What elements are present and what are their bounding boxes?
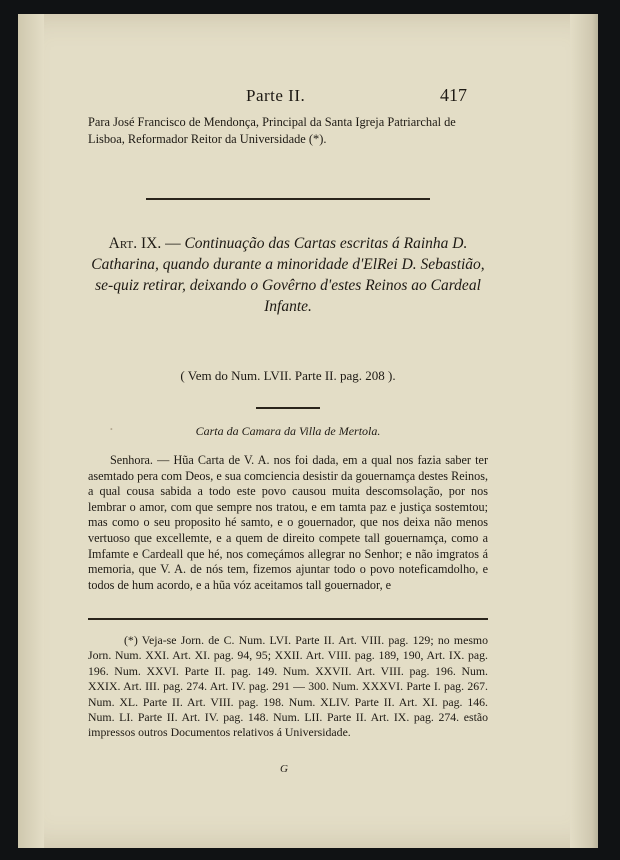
letter-body-text: Senhora. — Hũa Carta de V. A. nos foi dada, em a qual nos fazia saber ter asemtado pera com Deos, e sua comciencia desistir da gouernamça destes Reinos, a qual cousa sabida a todo este povo causou muita descomsolação, por nos lembrar o amor, com que sempre nos tratou, e em tamta paz e justiça sostemtou; mas como o seu proposito hé samto, e o gouernador, que nos deixa não menos vertuoso que excellemte, e a quem de direito compete tall gouernamça, como a Imfamte e Cardeall que hé, nos começámos allegrar no Senhor; e não imgratos á memoria, que V. A. de nós tem, fizemos ajuntar todo o povo noteficamdolho, e todos de hum acordo, e a hũa vóz aceitamos tall gouernador, e bbox=[88, 453, 488, 592]
short-rule bbox=[256, 407, 320, 409]
article-number: Art. IX. — bbox=[108, 235, 181, 252]
article-heading: Continuação das Cartas escritas á Rainha D. Catharina, quando durante a minoridade d'ElRei D. Sebastião, se-quiz retirar, deixando o Govêrno d'estes Reinos ao Cardeal Infante. bbox=[91, 235, 485, 315]
section-rule bbox=[146, 198, 430, 200]
footnote bbox=[88, 633, 488, 741]
letter-body bbox=[88, 453, 488, 593]
signature-mark: G bbox=[280, 763, 288, 775]
continued-from-note: ( Vem do Num. LVII. Parte II. pag. 208 ). bbox=[180, 368, 396, 383]
letter-heading: Carta da Camara da Villa de Mertola. bbox=[195, 424, 381, 438]
article-title bbox=[88, 233, 488, 317]
page-content bbox=[18, 14, 598, 848]
book-page bbox=[18, 14, 598, 848]
intro-paragraph: Para José Francisco de Mendonça, Principal da Santa Igreja Patriarchal de Lisboa, Reformador Reitor da Universidade (*). bbox=[88, 115, 456, 146]
footnote-rule bbox=[88, 618, 488, 620]
page-number: 417 bbox=[440, 85, 467, 105]
running-head: Parte II. bbox=[246, 86, 306, 105]
footnote-text: (*) Veja-se Jorn. de C. Num. LVI. Parte II. Art. VIII. pag. 129; no mesmo Jorn. Num. XXI. Art. XI. pag. 94, 95; XXII. Art. VIII. pag. 189, 190, Art. IX. pag. 196. Num. XXVI. Parte II. pag. 149. Num. XXVII. Art. VIII. pag. 196. Num. XXIX. Art. III. pag. 274. Art. IV. pag. 291 — 300. Num. XXXVI. Parte I. pag. 267. Num. XL. Parte II. Art. VIII. pag. 198. Num. XLIV. Parte II. Art. XI. pag. 146. Num. LI. Parte II. Art. IV. pag. 148. Num. LII. Parte II. Art. IX. pag. 274. estão impressos outros Documentos relativos á Universidade. bbox=[88, 633, 488, 740]
ink-stain: · bbox=[109, 420, 114, 438]
